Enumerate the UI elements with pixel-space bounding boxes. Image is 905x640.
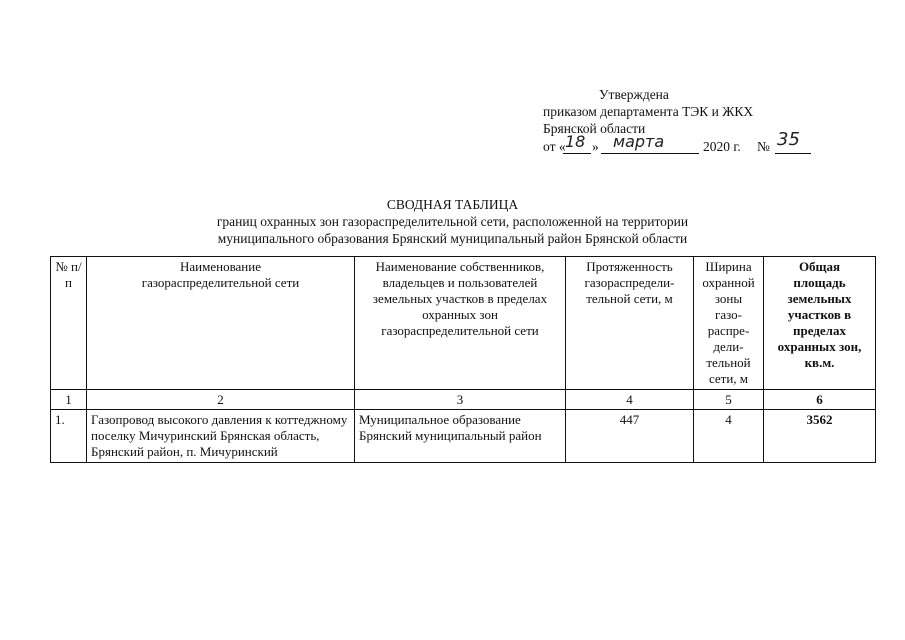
row-owners: Муниципальное образование Брянский муниципальный район [355,410,566,463]
col-num-4: 4 [566,390,694,410]
approval-title: Утверждена [599,87,669,102]
header-network: Наименование газораспределительной сети [87,257,355,390]
header-row [51,257,876,390]
handwritten-day: 18 [565,132,586,151]
summary-table [50,256,876,463]
title-heading: СВОДНАЯ ТАБЛИЦА [386,197,519,212]
title-line-2: границ охранных зон газораспределительной сети, расположенной на территории [216,214,689,229]
day-underline [563,153,591,154]
handwritten-number: 35 [777,129,800,150]
col-num-2: 2 [87,390,355,410]
table-row [51,410,876,463]
approval-order: приказом департамента ТЭК и ЖКХ [543,104,754,119]
col-num-5: 5 [694,390,764,410]
row-network: Газопровод высокого давления к коттеджному поселку Мичуринский Брянская область, Брянский район, п. Мичуринский [87,410,355,463]
document-title [0,196,905,247]
col-num-6: 6 [764,390,876,410]
date-year: 2020 г. [703,139,741,154]
header-owners: Наименование собственников, владельцев и пользователей земельных участков в пределах охранных зон газораспределительной сети [355,257,566,390]
approval-date-line [543,129,873,157]
approval-region: Брянской области [543,121,646,136]
number-label: № [757,139,770,154]
row-width: 4 [694,410,764,463]
col-num-3: 3 [355,390,566,410]
month-underline [601,153,699,154]
header-area: Общая площадь земельных участков в пределах охранных зон, кв.м. [764,257,876,390]
header-width: Ширина охранной зоны газо-распре-дели-тельной сети, м [694,257,764,390]
handwritten-month: марта [613,132,665,151]
approval-block [543,86,873,157]
number-underline [775,153,811,154]
col-num-1: 1 [51,390,87,410]
header-num: № п/п [51,257,87,390]
column-number-row [51,390,876,410]
row-num: 1. [51,410,87,463]
date-prefix: от « [543,139,566,154]
title-line-3: муниципального образования Брянский муниципальный район Брянской области [217,231,688,246]
header-length: Протяженность газораспредели-тельной сети, м [566,257,694,390]
date-mid: » [592,139,599,154]
row-area: 3562 [764,410,876,463]
row-length: 447 [566,410,694,463]
